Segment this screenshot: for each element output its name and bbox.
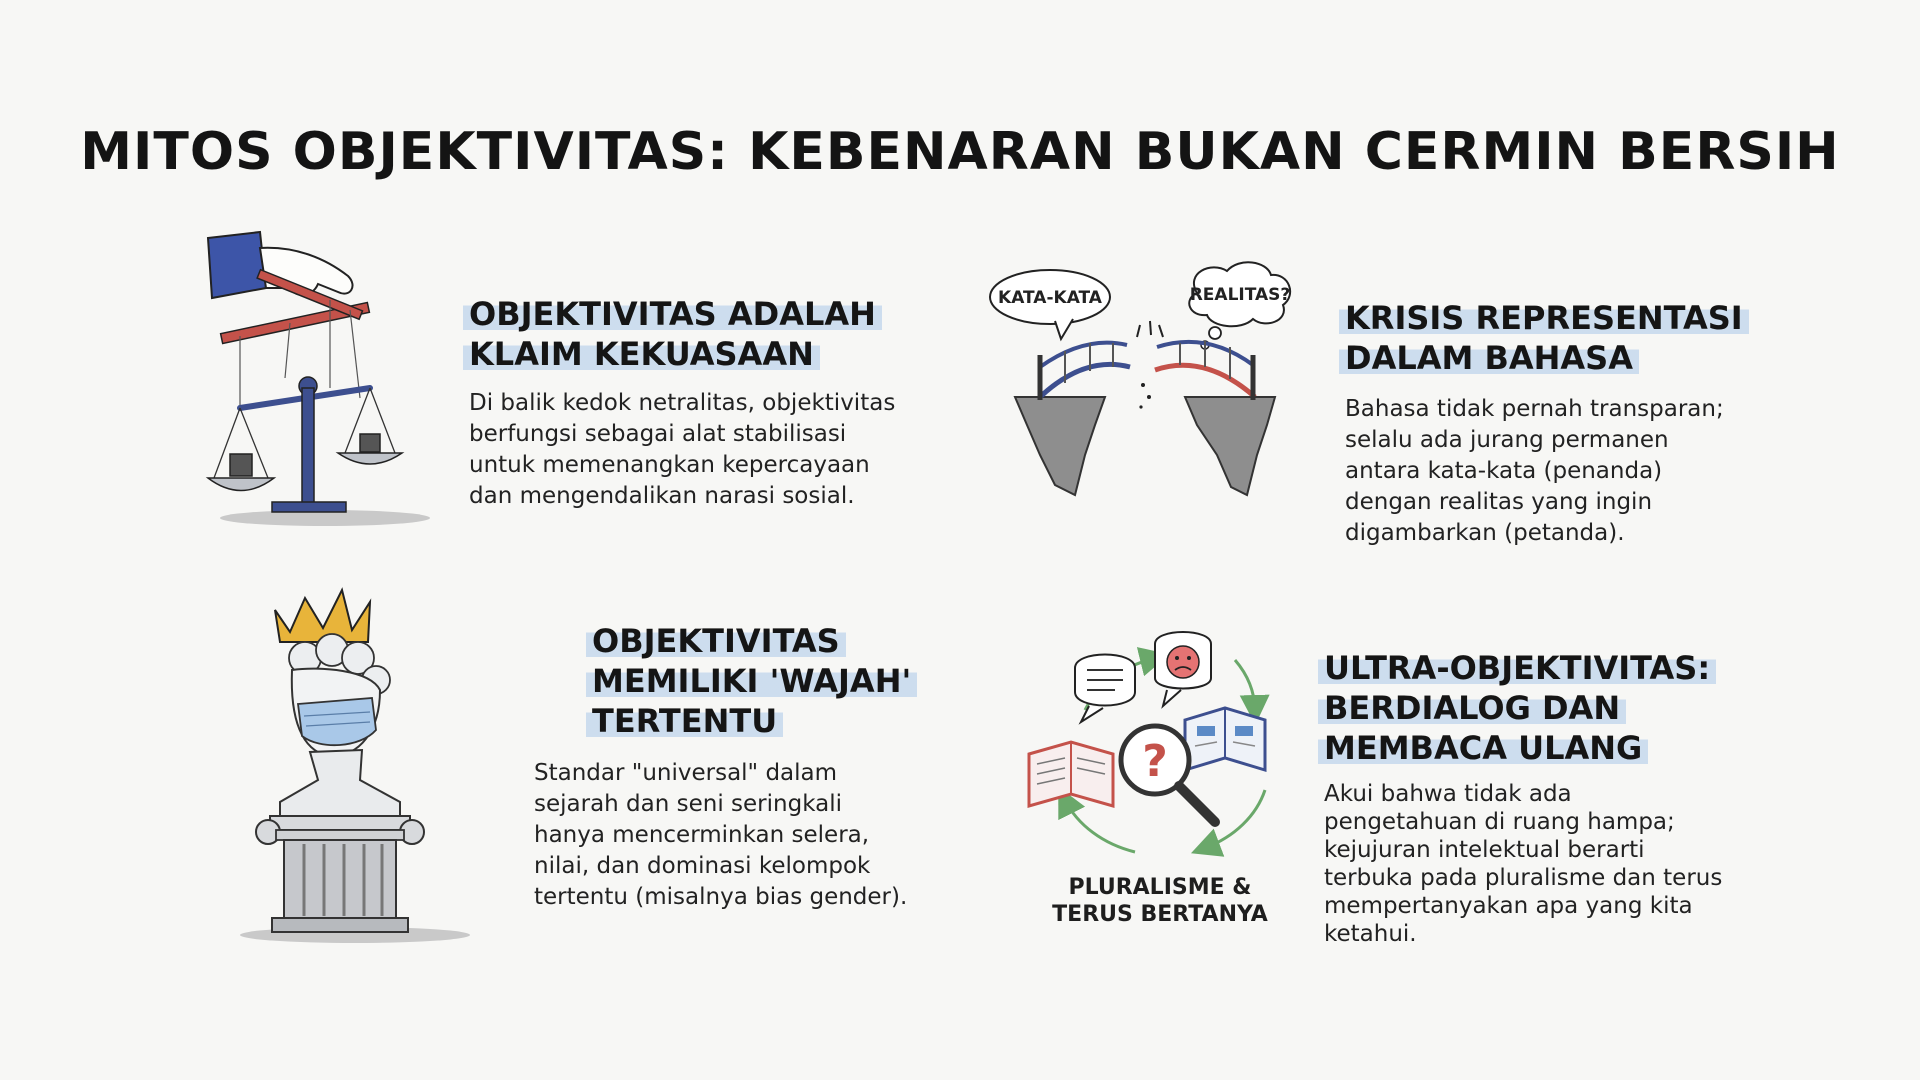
section-1-body: Di balik kedok netralitas, objektivitas berfungsi sebagai alat stabilisasi untuk memenangkan kepercayaan dan mengendalikan narasi sosial. bbox=[469, 390, 896, 509]
dialogue-cycle-icon bbox=[1015, 630, 1315, 870]
section-1-heading: OBJEKTIVITAS ADALAH KLAIM KEKUASAAN bbox=[463, 294, 882, 374]
section-2-body: Bahasa tidak pernah transparan; selalu ada jurang permanen antara kata-kata (penanda) dengan realitas yang ingin digambarkan (petanda). bbox=[1345, 396, 1724, 546]
section-4-heading: ULTRA-OBJEKTIVITAS: BERDIALOG DAN MEMBACA ULANG bbox=[1318, 648, 1716, 768]
puppet-scale-icon bbox=[200, 228, 440, 528]
svg-text:?: ? bbox=[1142, 736, 1168, 787]
section-2-heading: KRISIS REPRESENTASI DALAM BAHASA bbox=[1339, 298, 1749, 378]
section-4-caption: PLURALISME & TERUS BERTANYA bbox=[1052, 875, 1268, 927]
section-4-body: Akui bahwa tidak ada pengetahuan di ruang hampa; kejujuran intelektual berarti terbuka pada pluralisme dan terus mempertanyakan apa yang kita ketahui. bbox=[1324, 781, 1723, 947]
broken-bridge-icon bbox=[985, 255, 1315, 505]
page-title: MITOS OBJEKTIVITAS: KEBENARAN BUKAN CERMIN BERSIH bbox=[80, 122, 1840, 182]
section-3-heading: OBJEKTIVITAS MEMILIKI 'WAJAH' TERTENTU bbox=[586, 621, 917, 741]
bubble-left-text: KATA-KATA bbox=[998, 288, 1102, 308]
section-3-body: Standar "universal" dalam sejarah dan seni seringkali hanya mencerminkan selera, nilai, dan dominasi kelompok tertentu (misalnya bias gender). bbox=[534, 760, 908, 910]
bubble-right-text: REALITAS? bbox=[1189, 285, 1291, 305]
crowned-bust-icon bbox=[220, 580, 490, 950]
